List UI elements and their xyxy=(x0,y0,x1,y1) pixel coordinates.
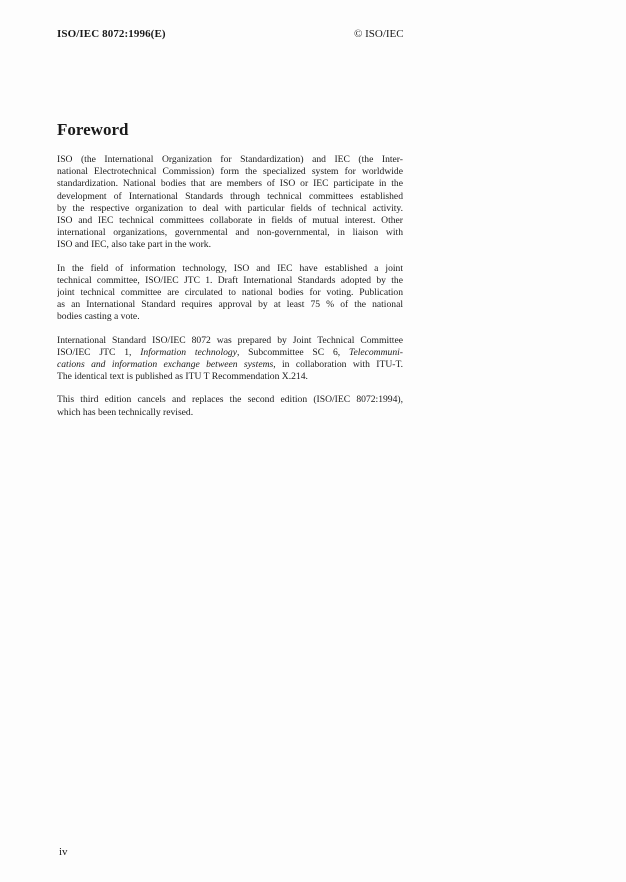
italic-title: cations and information exchange between systems xyxy=(57,359,274,371)
text-run: ISO/IEC JTC 1, xyxy=(57,346,141,358)
text-line: ISO and IEC technical committees collaborate in fields of mutual interest. Other xyxy=(57,215,403,227)
italic-title: Information technology xyxy=(140,346,237,358)
text-run: , in collaboration with ITU-T. xyxy=(273,359,403,371)
text-line: ISO (the International Organization for Standardization) and IEC (the Inter- xyxy=(57,154,403,165)
foreword-body xyxy=(57,154,403,430)
text-line: ISO and IEC, also take part in the work. xyxy=(57,239,211,251)
paragraph-1 xyxy=(57,154,403,252)
paragraph-3 xyxy=(57,335,403,384)
text-line: which has been technically revised. xyxy=(57,406,194,418)
text-line: International Standard ISO/IEC 8072 was prepared by Joint Technical Committee xyxy=(57,334,403,346)
text-line xyxy=(57,347,403,359)
paragraph-4 xyxy=(57,394,403,418)
text-line: national Electrotechnical Commission) form the specialized system for worldwide xyxy=(57,166,403,178)
text-line xyxy=(57,359,403,371)
text-line: by the respective organization to deal with particular fields of technical activity. xyxy=(57,202,403,214)
text-line: The identical text is published as ITU T Recommendation X.214. xyxy=(57,371,308,383)
paragraph-2 xyxy=(57,263,403,324)
header-standard-id: ISO/IEC 8072:1996(E) xyxy=(57,28,166,40)
text-line: joint technical committee are circulated to national bodies for voting. Publication xyxy=(57,287,403,299)
text-line: bodies casting a vote. xyxy=(57,311,140,323)
text-line: This third edition cancels and replaces the second edition (ISO/IEC 8072:1994), xyxy=(57,394,403,406)
text-line: as an International Standard requires approval by at least 75 % of the national xyxy=(57,299,403,311)
text-line: In the field of information technology, ISO and IEC have established a joint xyxy=(57,262,403,274)
text-line: international organizations, governmental and non-governmental, in liaison with xyxy=(57,227,403,239)
header-copyright: © ISO/IEC xyxy=(354,28,404,40)
section-heading: Foreword xyxy=(57,120,129,139)
text-line: technical committee, ISO/IEC JTC 1. Draft International Standards adopted by the xyxy=(57,274,403,286)
text-run: , Subcommittee SC 6, xyxy=(236,346,349,358)
italic-title: Telecommuni- xyxy=(348,346,403,358)
text-line: development of International Standards through technical committees established xyxy=(57,190,403,202)
page-number: iv xyxy=(59,846,68,858)
text-line: standardization. National bodies that are members of ISO or IEC participate in the xyxy=(57,178,403,190)
